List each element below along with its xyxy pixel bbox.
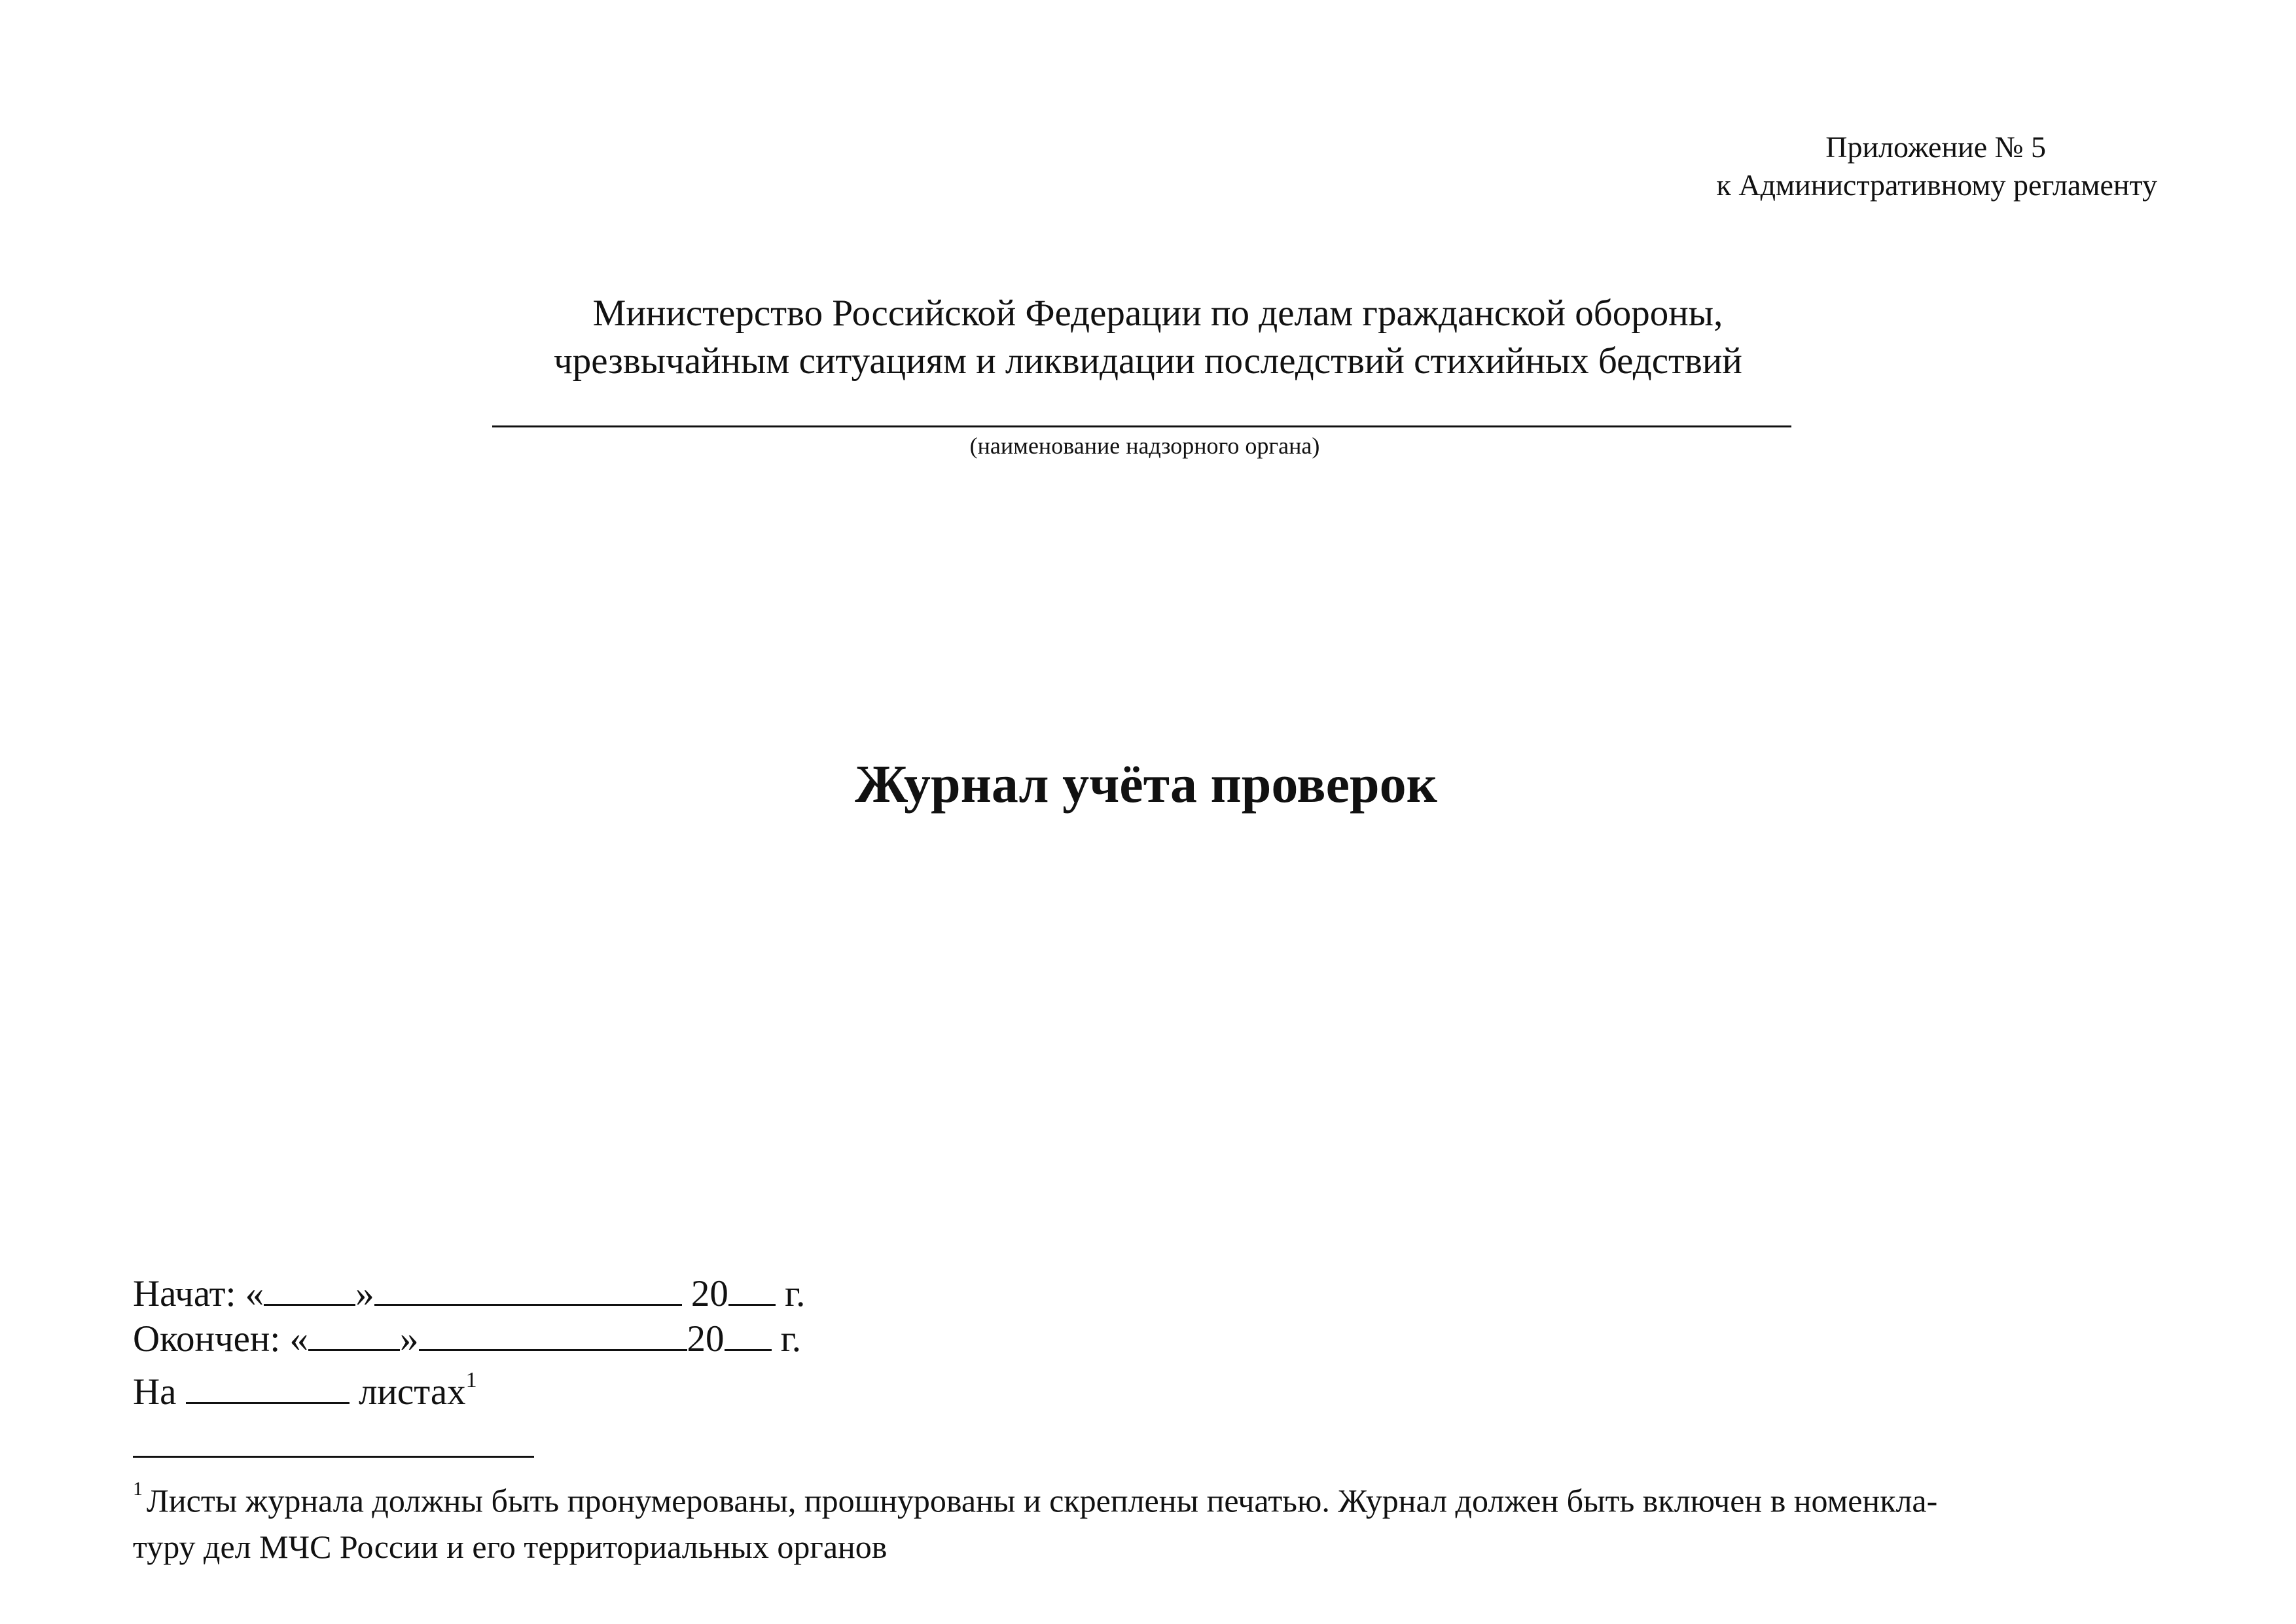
appendix-reference: к Административному регламенту [1716, 168, 2157, 202]
ended-day-blank[interactable] [308, 1320, 400, 1351]
org-name-caption-text: (наименование надзорного органа) [969, 433, 1320, 459]
started-label: Начат: [133, 1273, 236, 1314]
footnote-line-2: туру дел МЧС России и его территориальных органов [133, 1528, 888, 1565]
ended-month-blank[interactable] [419, 1320, 687, 1351]
open-quote: « [289, 1318, 309, 1360]
footnote-text-1: Листы журнала должны быть пронумерованы, прошнурованы и скреплены печатью. Журнал должен быть включен в номенкла- [147, 1482, 1938, 1519]
ended-label: Окончен: [133, 1318, 281, 1360]
sheets-label: листах [358, 1371, 466, 1413]
page-title [0, 751, 2296, 817]
footnote [133, 1471, 2155, 1570]
started-century: 20 [691, 1273, 728, 1314]
footnote-reference: 1 [465, 1368, 477, 1392]
started-year-suffix: г. [785, 1273, 806, 1314]
org-name-rule [492, 425, 1791, 427]
ended-year-suffix: г. [780, 1318, 801, 1360]
started-day-blank[interactable] [264, 1275, 355, 1306]
sheets-count-blank[interactable] [186, 1373, 350, 1404]
org-name-caption [0, 431, 2296, 461]
ministry-line-2: чрезвычайным ситуациям и ликвидации последствий стихийных бедствий [554, 340, 1742, 382]
ended-century: 20 [687, 1318, 725, 1360]
appendix-number: Приложение № 5 [1825, 130, 2046, 164]
footnote-separator [133, 1456, 534, 1458]
started-month-blank[interactable] [374, 1275, 682, 1306]
footnote-marker: 1 [133, 1478, 143, 1500]
ministry-line-1: Министерство Российской Федерации по делам гражданской обороны, [592, 293, 1723, 334]
on-label: На [133, 1371, 177, 1413]
ended-line [133, 1316, 801, 1362]
ministry-heading [0, 289, 2296, 385]
started-line [133, 1271, 805, 1317]
sheets-line [133, 1362, 477, 1415]
started-year-blank[interactable] [728, 1275, 776, 1306]
page-title-text: Журнал учёта проверок [855, 754, 1437, 814]
close-quote: » [400, 1318, 419, 1360]
close-quote: » [355, 1273, 374, 1314]
appendix-header [1717, 128, 2158, 204]
footnote-line-1 [133, 1471, 2155, 1524]
ended-year-blank[interactable] [725, 1320, 772, 1351]
open-quote: « [245, 1273, 264, 1314]
